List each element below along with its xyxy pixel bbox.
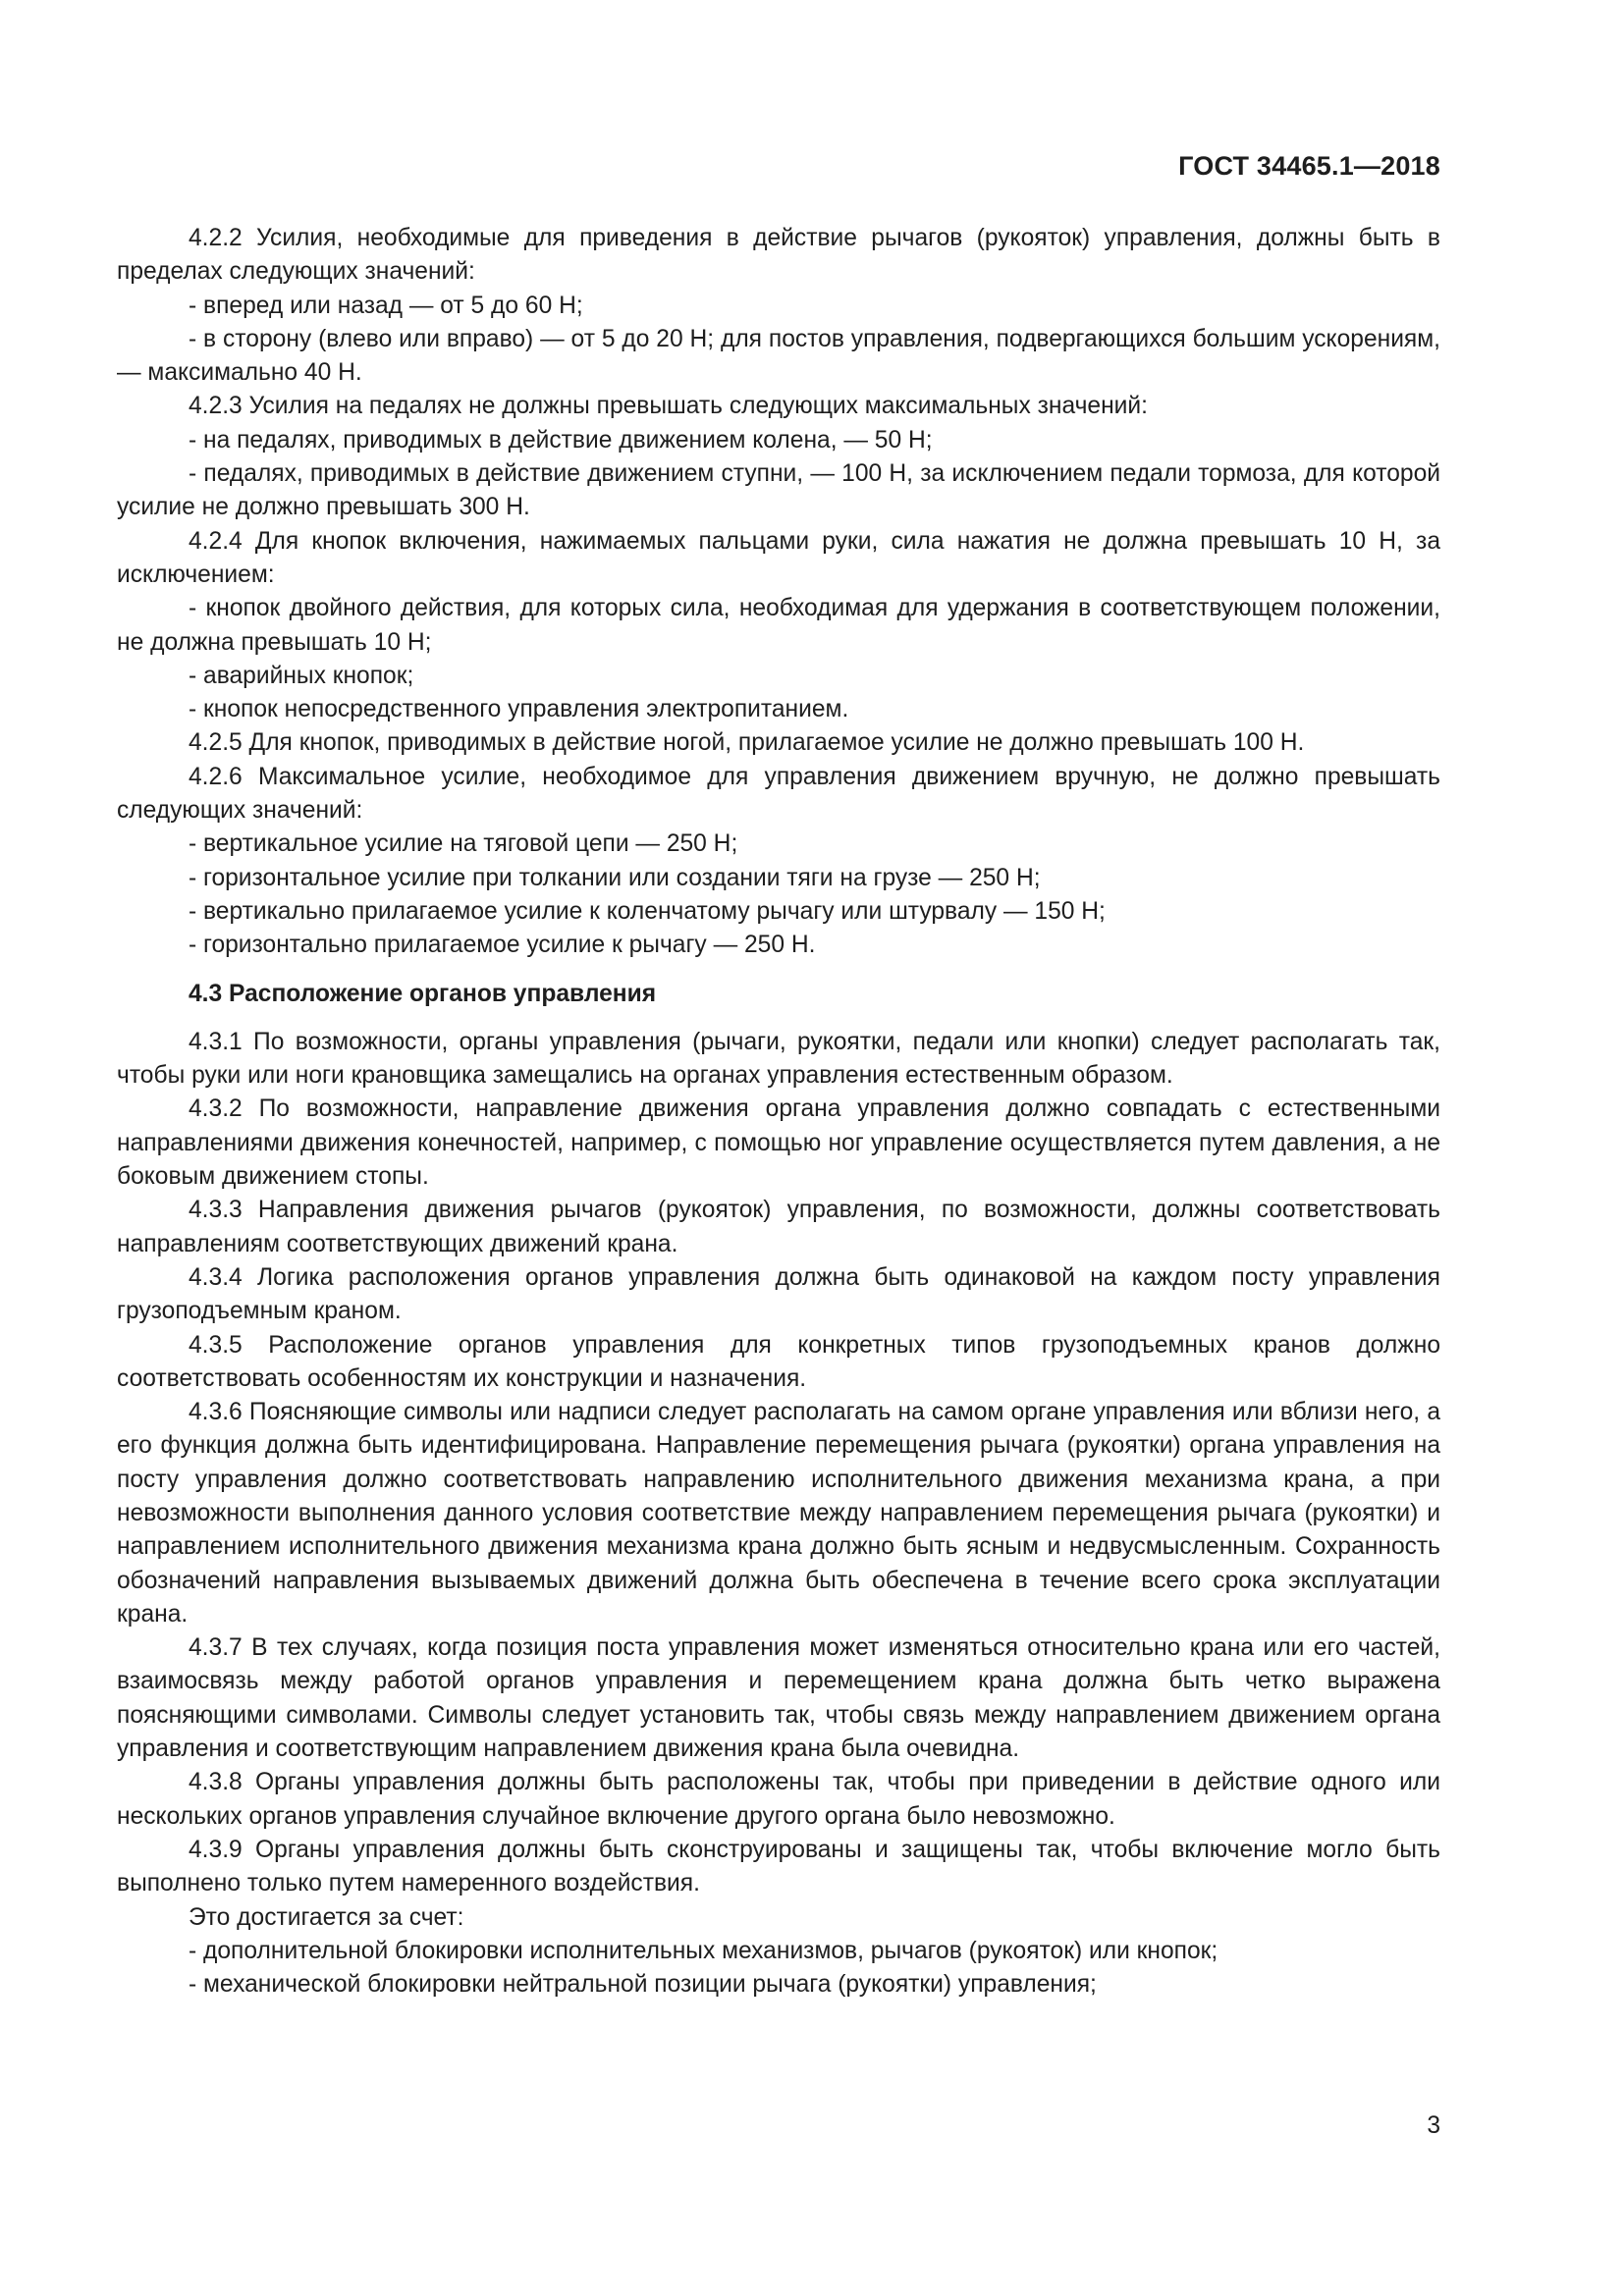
list-item: - дополнительной блокировки исполнительных механизмов, рычагов (рукояток) или кнопок; bbox=[189, 1937, 1218, 1964]
list-item: - кнопок двойного действия, для которых сила, необходимая для удержания в соответствующем положении, не должна превышать 10 Н; bbox=[117, 595, 1440, 656]
page-number: 3 bbox=[1427, 2112, 1440, 2139]
clause-4-3-9: 4.3.9 Органы управления должны быть сконструированы и защищены так, чтобы включение могло быть выполнено только путем намеренного воздействия. bbox=[117, 1836, 1440, 1897]
clause-4-3-4: 4.3.4 Логика расположения органов управления должна быть одинаковой на каждом посту управления грузоподъемным краном. bbox=[117, 1263, 1440, 1325]
list-item: - горизонтально прилагаемое усилие к рычагу — 250 Н. bbox=[189, 932, 816, 959]
document-designation: ГОСТ 34465.1—2018 bbox=[1178, 151, 1440, 181]
clause-4-3-1: 4.3.1 По возможности, органы управления (рычаги, рукоятки, педали или кнопки) следует располагать так, чтобы руки или ноги крановщика замещались на органах управления естественным образом. bbox=[117, 1028, 1440, 1090]
list-item: - вперед или назад — от 5 до 60 Н; bbox=[189, 292, 583, 319]
list-item: - горизонтальное усилие при толкании или создании тяги на грузе — 250 Н; bbox=[189, 864, 1041, 891]
clause-4-3-2: 4.3.2 По возможности, направление движения органа управления должно совпадать с естественными направлениями движения конечностей, например, с помощью ног управление осуществляется путем давления, а не боковым движением стопы. bbox=[117, 1095, 1440, 1191]
clause-4-3-3: 4.3.3 Направления движения рычагов (рукояток) управления, по возможности, должны соответствовать направлениям соответствующих движений крана. bbox=[117, 1197, 1440, 1257]
list-item: - аварийных кнопок; bbox=[189, 662, 414, 689]
list-item: - педалях, приводимых в действие движением ступни, — 100 Н, за исключением педали тормоза, для которой усилие не должно превышать 300 Н. bbox=[117, 460, 1440, 521]
list-item: - вертикальное усилие на тяговой цепи — 250 Н; bbox=[189, 830, 738, 858]
clause-4-2-6: 4.2.6 Максимальное усилие, необходимое для управления движением вручную, не должно превышать следующих значений: bbox=[117, 763, 1440, 825]
list-item: - кнопок непосредственного управления электропитанием. bbox=[189, 696, 849, 723]
clause-4-2-5: 4.2.5 Для кнопок, приводимых в действие ногой, прилагаемое усилие не должно превышать 100 Н. bbox=[189, 729, 1305, 757]
list-intro: Это достигается за счет: bbox=[189, 1903, 464, 1931]
list-item: - механической блокировки нейтральной позиции рычага (рукоятки) управления; bbox=[189, 1971, 1097, 1999]
list-item: - на педалях, приводимых в действие движением колена, — 50 Н; bbox=[189, 426, 933, 454]
clause-4-3-5: 4.3.5 Расположение органов управления для конкретных типов грузоподъемных кранов должно соответствовать особенностям их конструкции и назначения. bbox=[117, 1331, 1440, 1392]
clause-4-2-2: 4.2.2 Усилия, необходимые для приведения в действие рычагов (рукояток) управления, должны быть в пределах следующих значений: bbox=[117, 225, 1440, 286]
list-item: - в сторону (влево или вправо) — от 5 до 20 Н; для постов управления, подвергающихся большим ускорениям, — максимально 40 Н. bbox=[117, 325, 1440, 387]
clause-4-3-8: 4.3.8 Органы управления должны быть расположены так, чтобы при приведении в действие одного или нескольких органов управления случайное включение другого органа было невозможно. bbox=[117, 1769, 1440, 1830]
section-heading-4-3: 4.3 Расположение органов управления bbox=[189, 980, 657, 1007]
clause-4-3-6: 4.3.6 Поясняющие символы или надписи следует располагать на самом органе управления или вблизи него, а его функция должна быть идентифицирована. Направление перемещения рычага (рукоятки) органа управления на посту управления должно соответствовать направлению исполнительного движения механизма крана, а при невозможности выполнения данного условия соответствие между направлением перемещения рычага (рукоятки) и направлением исполнительного движения механизма крана должно быть ясным и недвусмысленным. Сохранность обозначений направления вызываемых движений должна быть обеспечена в течение всего срока эксплуатации крана. bbox=[117, 1399, 1440, 1628]
document-body bbox=[117, 222, 1440, 2002]
clause-4-2-4: 4.2.4 Для кнопок включения, нажимаемых пальцами руки, сила нажатия не должна превышать 10 Н, за исключением: bbox=[117, 527, 1440, 588]
list-item: - вертикально прилагаемое усилие к коленчатому рычагу или штурвалу — 150 Н; bbox=[189, 897, 1106, 925]
clause-4-2-3: 4.2.3 Усилия на педалях не должны превышать следующих максимальных значений: bbox=[189, 393, 1148, 420]
clause-4-3-7: 4.3.7 В тех случаях, когда позиция поста управления может изменяться относительно крана или его частей, взаимосвязь между работой органов управления и перемещением крана должна быть четко выражена поясняющими символами. Символы следует установить так, чтобы связь между направлением движением органа управления и соответствующим направлением движения крана была очевидна. bbox=[117, 1634, 1440, 1763]
